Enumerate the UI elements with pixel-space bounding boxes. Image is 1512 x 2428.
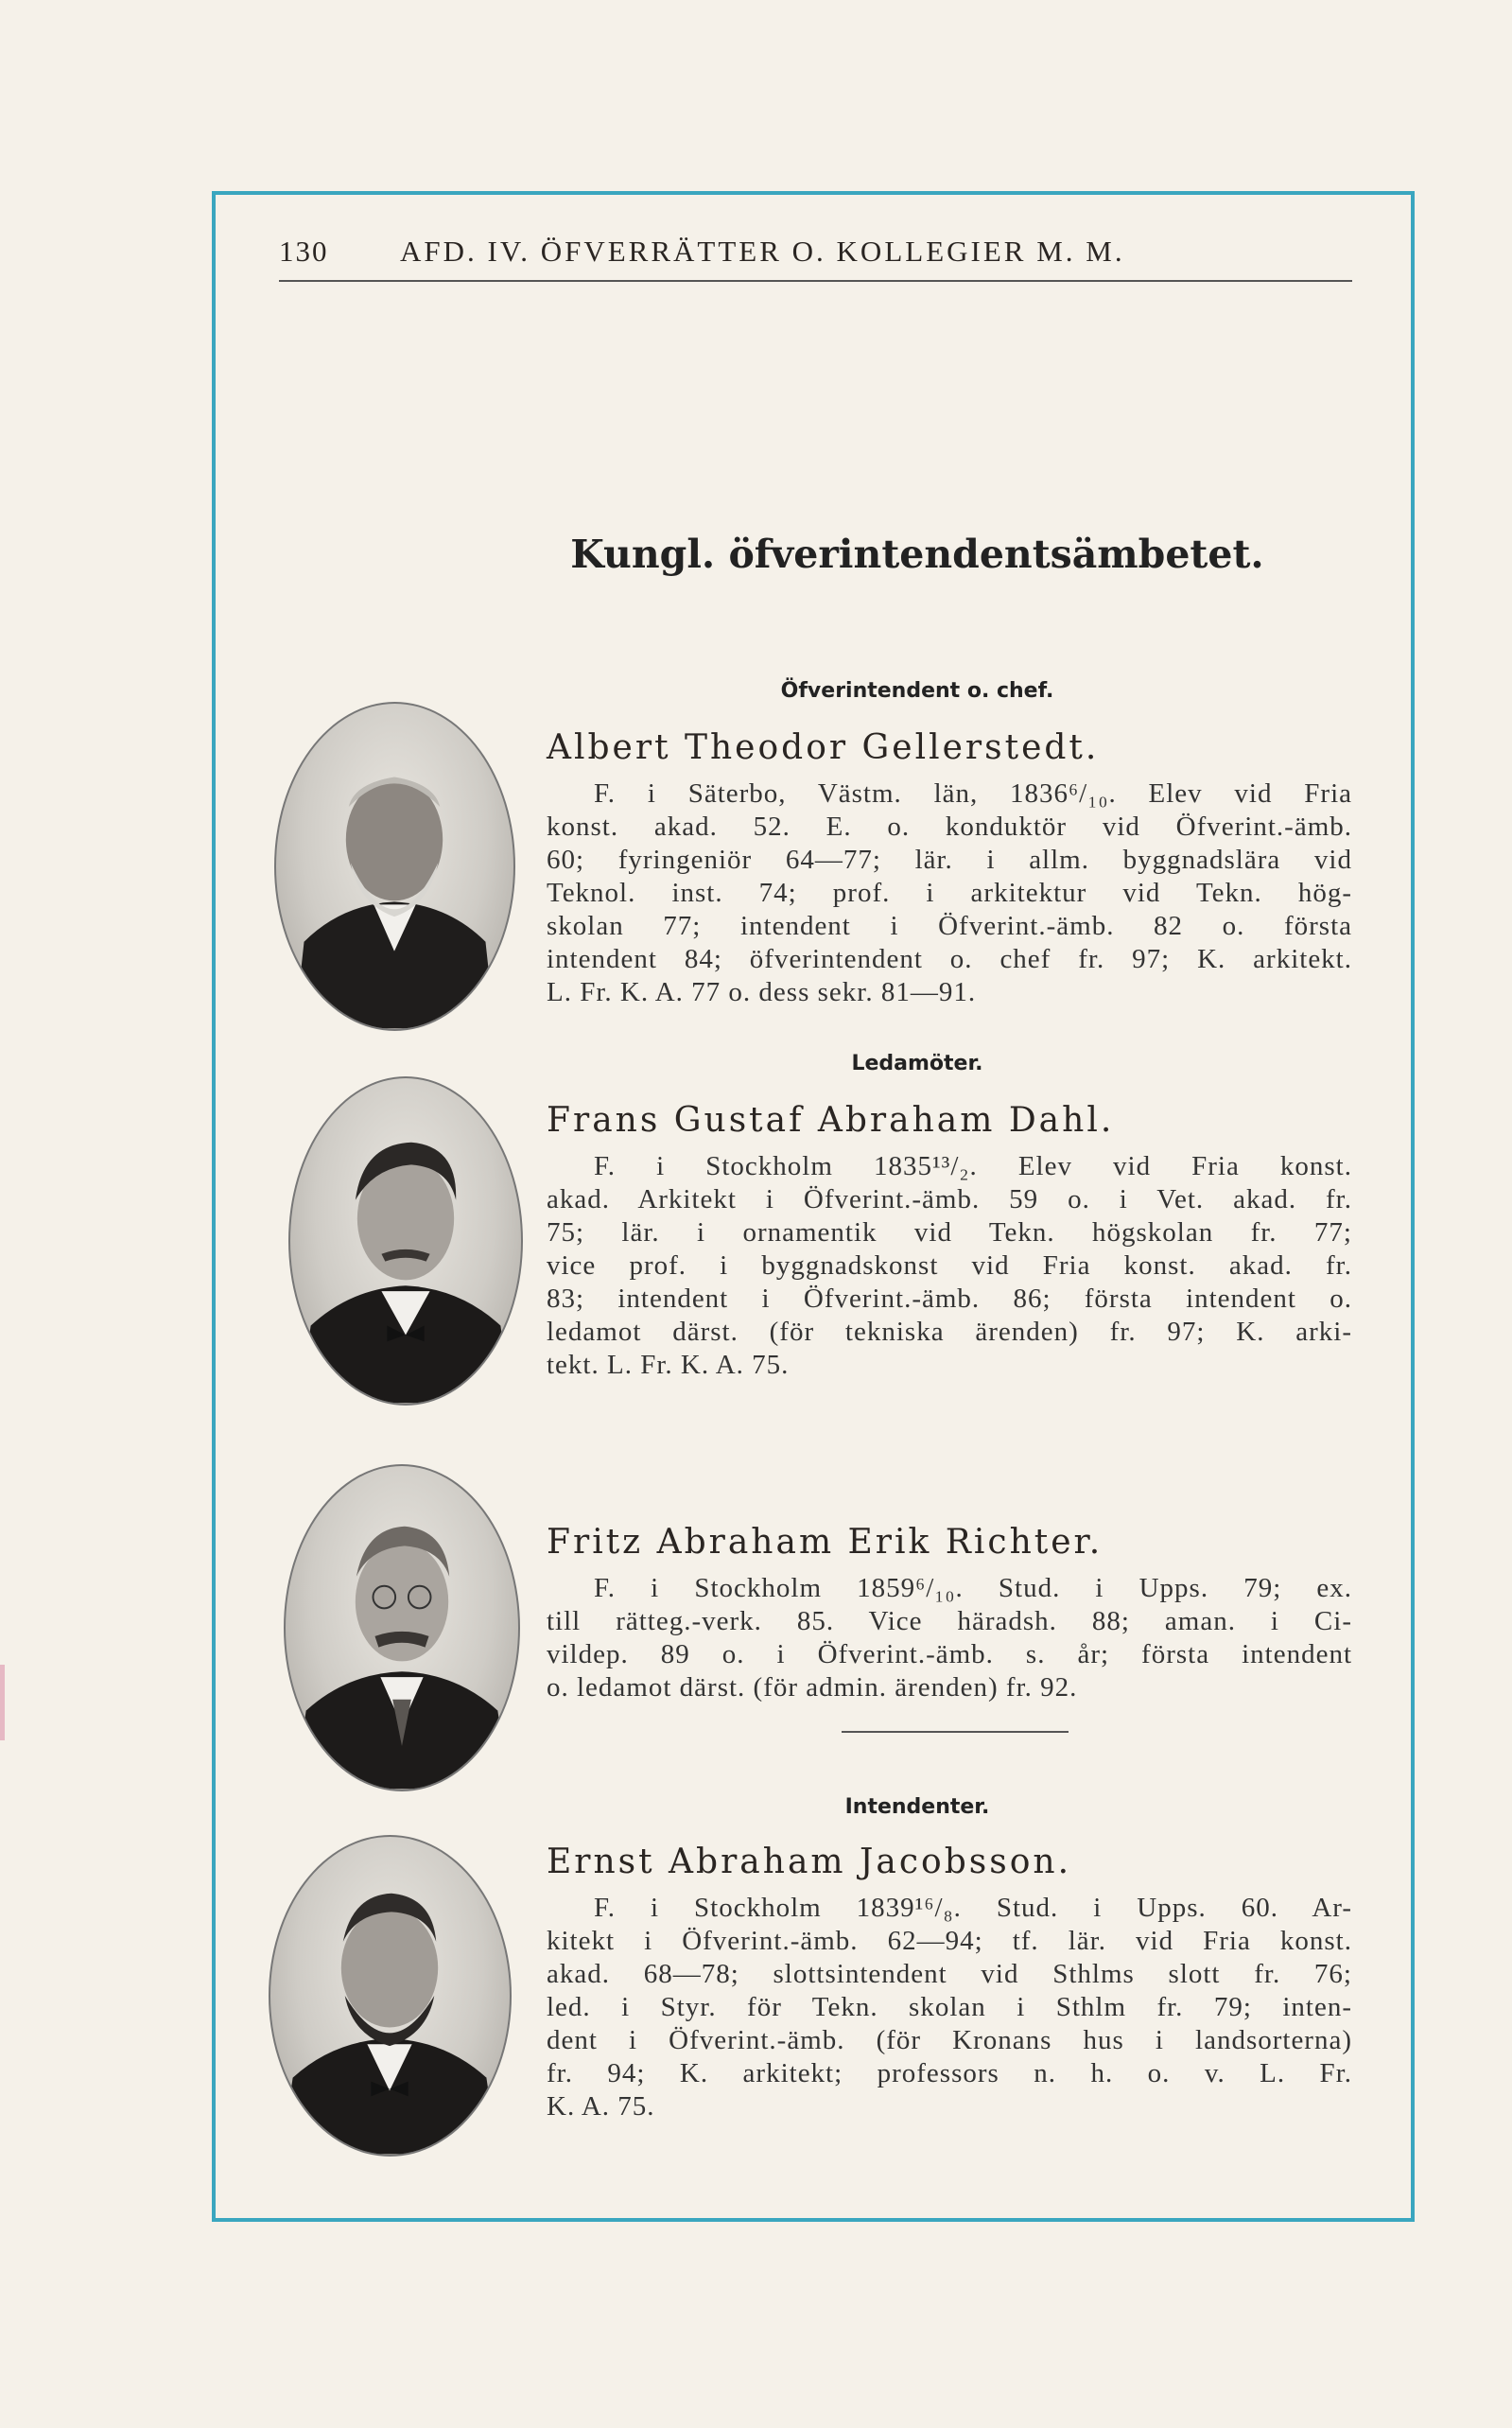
bio-line: vice prof. i byggnadskonst vid Fria konst. akad. fr.: [547, 1250, 1352, 1281]
portrait-gellerstedt: [274, 702, 515, 1031]
bio-line: o. ledamot därst. (för admin. ärenden) fr. 92.: [547, 1672, 1078, 1703]
bio-line: fr. 94; K. arkitekt; professors n. h. o. v. L. Fr.: [547, 2058, 1352, 2088]
portrait-dahl: [288, 1076, 523, 1406]
bio-line: vildep. 89 o. i Öfverint.-ämb. s. år; första intendent: [547, 1639, 1352, 1669]
bio-line: akad. 68—78; slottsintendent vid Sthlms slott fr. 76;: [547, 1959, 1352, 1989]
bio-line: ledamot därst. (för tekniska ärenden) fr. 97; K. arki-: [547, 1317, 1352, 1347]
bio-line: L. Fr. K. A. 77 o. dess sekr. 81—91.: [547, 977, 977, 1007]
person-name: Fritz Abraham Erik Richter.: [547, 1523, 1104, 1562]
bio-line: Teknol. inst. 74; prof. i arkitektur vid Tekn. hög-: [547, 878, 1352, 908]
running-head: [279, 235, 1352, 282]
page-title: Kungl. öfverintendentsämbetet.: [570, 532, 1264, 577]
divider: [842, 1731, 1069, 1733]
person-name: Ernst Abraham Jacobsson.: [547, 1843, 1072, 1881]
portrait-richter: [284, 1464, 520, 1791]
bio-line: kitekt i Öfverint.-ämb. 62—94; tf. lär. vid Fria konst.: [547, 1926, 1352, 1956]
bio-line: akad. Arkitekt i Öfverint.-ämb. 59 o. i Vet. akad. fr.: [547, 1184, 1352, 1214]
subhead-chief: Öfverintendent o. chef.: [780, 679, 1054, 703]
person-bio: [547, 777, 1352, 1009]
bio-line: till rätteg.-verk. 85. Vice häradsh. 88; aman. i Ci-: [547, 1606, 1352, 1636]
bio-line: konst. akad. 52. E. o. konduktör vid Öfverint.-ämb.: [547, 812, 1352, 842]
bio-line: led. i Styr. för Tekn. skolan i Sthlm fr. 79; inten-: [547, 1992, 1352, 2022]
portrait-image: [276, 704, 513, 1029]
bio-line: 83; intendent i Öfverint.-ämb. 86; första intendent o.: [547, 1284, 1352, 1314]
person-name: Frans Gustaf Abraham Dahl.: [547, 1101, 1115, 1140]
bio-line: F. i Stockholm 1835¹³/₂. Elev vid Fria konst.: [594, 1151, 1352, 1181]
subhead-intendants: Intendenter.: [844, 1795, 990, 1819]
subhead-members: Ledamöter.: [851, 1052, 983, 1075]
section-title: AFD. IV. ÖFVERRÄTTER O. KOLLEGIER M. M.: [400, 235, 1125, 268]
bio-line: intendent 84; öfverintendent o. chef fr. 97; K. arkitekt.: [547, 944, 1352, 974]
bio-line: 75; lär. i ornamentik vid Tekn. högskolan fr. 77;: [547, 1217, 1352, 1248]
person-bio: [547, 1150, 1352, 1382]
bio-line: K. A. 75.: [547, 2091, 655, 2122]
portrait-image: [290, 1078, 521, 1404]
page-number: 130: [279, 235, 329, 268]
bio-line: tekt. L. Fr. K. A. 75.: [547, 1350, 790, 1380]
bio-line: skolan 77; intendent i Öfverint.-ämb. 82 o. första: [547, 911, 1352, 941]
bio-line: F. i Säterbo, Västm. län, 1836⁶/₁₀. Elev vid Fria: [594, 778, 1352, 809]
edge-mark: [0, 1665, 5, 1740]
bio-line: F. i Stockholm 1839¹⁶/₈. Stud. i Upps. 60. Ar-: [594, 1893, 1352, 1923]
person-bio: [547, 1572, 1352, 1704]
bio-line: 60; fyringeniör 64—77; lär. i allm. byggnadslära vid: [547, 845, 1352, 875]
bio-line: F. i Stockholm 1859⁶/₁₀. Stud. i Upps. 79; ex.: [594, 1573, 1352, 1603]
portrait-image: [286, 1466, 518, 1790]
portrait-jacobsson: [269, 1835, 512, 2157]
person-bio: [547, 1892, 1352, 2123]
portrait-image: [270, 1837, 510, 2155]
person-name: Albert Theodor Gellerstedt.: [547, 728, 1100, 767]
bio-line: dent i Öfverint.-ämb. (för Kronans hus i landsorterna): [547, 2025, 1352, 2055]
